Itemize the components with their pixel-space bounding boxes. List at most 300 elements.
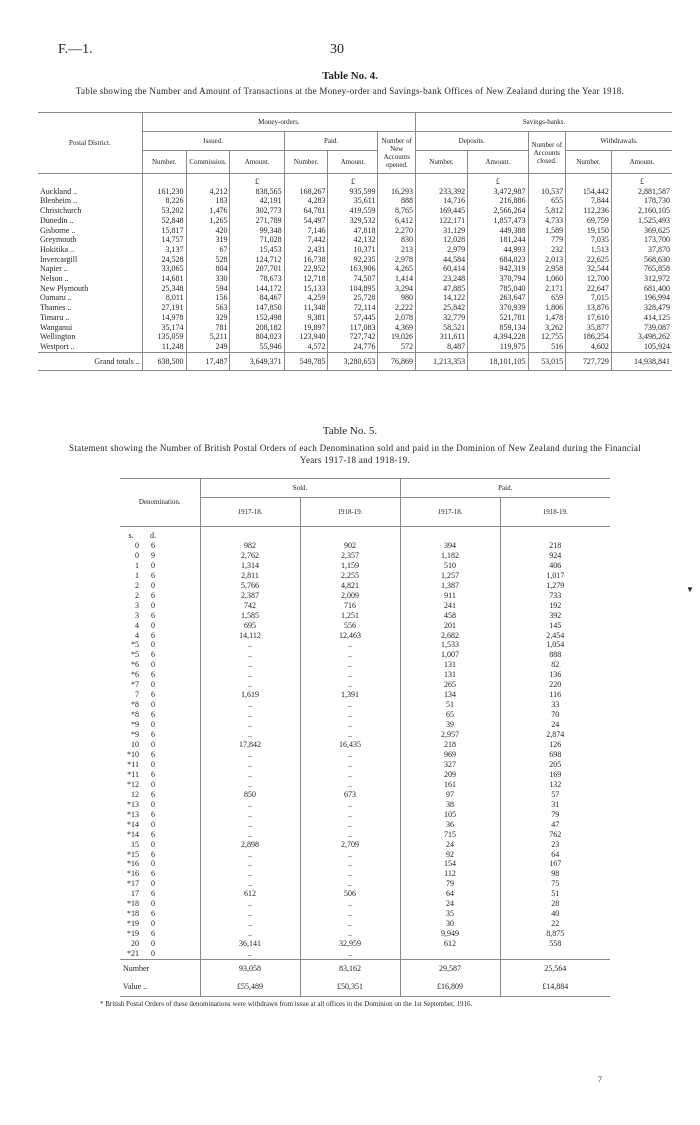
table-cell: 1,513 <box>566 245 612 255</box>
footnote: * British Postal Orders of these denominations were withdrawn from issue at all offices in the Dominion on the 1st September, 1916. <box>100 1000 473 1008</box>
table-cell: 119,975 <box>468 342 528 352</box>
table-cell: 161,230 <box>142 187 186 197</box>
table-cell: .. <box>300 879 400 889</box>
col-sold-1918: 1918-19. <box>300 498 400 527</box>
table-row <box>120 800 610 810</box>
col-withdrawals: Withdrawals. <box>566 132 672 151</box>
denomination-pence: 6 <box>151 849 155 859</box>
table-cell: 1,279 <box>500 581 610 591</box>
table-row <box>38 274 672 284</box>
denomination-shillings: *14 <box>127 819 139 829</box>
table-cell: 2,357 <box>300 551 400 561</box>
table-cell: 1,414 <box>378 274 416 284</box>
col-new-accounts: Number of New Accounts opened. <box>378 132 416 174</box>
table-cell: 44,993 <box>468 245 528 255</box>
table-row <box>120 750 610 760</box>
table-cell: .. <box>200 640 300 650</box>
table-cell: 53,202 <box>142 206 186 216</box>
table-row <box>38 235 672 245</box>
table5 <box>120 478 610 997</box>
table-cell: 65 <box>400 710 500 720</box>
table-cell: 5,812 <box>528 206 566 216</box>
denomination-pence: 6 <box>151 809 155 819</box>
table-cell: 220 <box>500 680 610 690</box>
total-cell: 727,729 <box>566 352 612 371</box>
denomination-pence: 0 <box>151 640 155 650</box>
denomination-pence: 6 <box>151 570 155 580</box>
table-cell: 655 <box>528 196 566 206</box>
table-cell: 2,874 <box>500 730 610 740</box>
table-cell: 9,949 <box>400 929 500 939</box>
district-name: Nelson .. <box>40 274 69 284</box>
col-commission: Commission. <box>186 151 230 174</box>
table-cell: 24 <box>500 720 610 730</box>
table-cell: 7,844 <box>566 196 612 206</box>
table-cell: .. <box>300 780 400 790</box>
table-cell: .. <box>200 859 300 869</box>
table-cell: 19,150 <box>566 226 612 236</box>
table-cell: 131 <box>400 660 500 670</box>
table-cell: 161 <box>400 780 500 790</box>
col-accounts-closed: Number of Accounts closed. <box>528 132 566 174</box>
table-cell: 33 <box>500 700 610 710</box>
table-row <box>120 601 610 611</box>
table-cell: 55,946 <box>230 342 284 352</box>
denomination-shillings: *11 <box>127 759 139 769</box>
table-cell: 765,858 <box>611 264 672 274</box>
table-cell: .. <box>300 810 400 820</box>
denomination-pence: 0 <box>151 759 155 769</box>
table-cell: 2,255 <box>300 571 400 581</box>
table-cell: 271,789 <box>230 216 284 226</box>
table-cell: 5,211 <box>186 332 230 342</box>
table-row <box>120 859 610 869</box>
table-cell: 328,479 <box>611 303 672 313</box>
district-name: New Plymouth <box>40 283 89 293</box>
table-row <box>120 621 610 631</box>
table-cell: .. <box>200 949 300 959</box>
district-name: Wanganui <box>40 322 73 332</box>
total-cell: £50,351 <box>300 978 400 996</box>
table-cell: 785,040 <box>468 284 528 294</box>
table-cell: 25,348 <box>142 284 186 294</box>
denomination-pence: 0 <box>151 560 155 570</box>
table-cell: .. <box>300 859 400 869</box>
table-cell: .. <box>200 879 300 889</box>
table-cell: 70 <box>500 710 610 720</box>
table-cell: 232 <box>528 245 566 255</box>
table-cell: 804,023 <box>230 332 284 342</box>
table-cell: 154,442 <box>566 187 612 197</box>
denomination-shillings: *6 <box>131 660 139 670</box>
table-cell: 935,599 <box>328 187 378 197</box>
table-cell: .. <box>300 800 400 810</box>
table-cell: 24 <box>400 840 500 850</box>
table-cell: 568,630 <box>611 255 672 265</box>
total-cell: 18,101,105 <box>468 352 528 371</box>
table-cell: .. <box>200 780 300 790</box>
denomination-shillings: 10 <box>131 740 139 750</box>
table-cell: 7,442 <box>284 235 328 245</box>
table-row <box>120 760 610 770</box>
table-cell: 2,013 <box>528 255 566 265</box>
table-cell: .. <box>200 850 300 860</box>
col-issued-amount: Amount. <box>230 151 284 174</box>
table-cell: 112,236 <box>566 206 612 216</box>
denomination-shillings: 20 <box>131 939 139 949</box>
denomination-shillings: *12 <box>127 779 139 789</box>
table-cell: 695 <box>200 621 300 631</box>
table-cell: 265 <box>400 680 500 690</box>
denomination-pence: 0 <box>151 660 155 670</box>
denomination-shillings: *14 <box>127 829 139 839</box>
table-cell: 5,766 <box>200 581 300 591</box>
table-cell: 4,265 <box>378 264 416 274</box>
table-cell: 394 <box>400 541 500 551</box>
table-cell: 105,924 <box>611 342 672 352</box>
col-paid-1917: 1917-18. <box>400 498 500 527</box>
table-cell: 558 <box>500 939 610 949</box>
table-cell: 216,886 <box>468 196 528 206</box>
denomination-shillings: 2 <box>135 580 139 590</box>
denomination-shillings: *19 <box>127 919 139 929</box>
table-cell: 779 <box>528 235 566 245</box>
table-cell: 169 <box>500 770 610 780</box>
total-cell: 76,869 <box>378 352 416 371</box>
denomination-shillings: *11 <box>127 769 139 779</box>
table-cell: 47,885 <box>415 284 467 294</box>
table-cell: 319 <box>186 235 230 245</box>
table-cell: 33,065 <box>142 264 186 274</box>
denomination-shillings: *8 <box>131 710 139 720</box>
table-cell: 572 <box>378 342 416 352</box>
denomination-pence: 0 <box>151 839 155 849</box>
table-cell: 12,755 <box>528 332 566 342</box>
table-cell: 2,898 <box>200 840 300 850</box>
denomination-pence: 6 <box>151 730 155 740</box>
table-row <box>120 640 610 650</box>
table-cell: 329,532 <box>328 216 378 226</box>
table-row <box>120 680 610 690</box>
table-cell: 733 <box>500 591 610 601</box>
denomination-pence: 6 <box>151 789 155 799</box>
table-cell: 563 <box>186 303 230 313</box>
table-cell: 35,611 <box>328 196 378 206</box>
table-row <box>120 561 610 571</box>
district-name: Greymouth <box>40 235 77 245</box>
table-cell: 406 <box>500 561 610 571</box>
table-cell: .. <box>200 660 300 670</box>
table-cell: .. <box>300 909 400 919</box>
table-row <box>38 206 672 216</box>
table-cell: 24,528 <box>142 255 186 265</box>
denomination-shillings: *19 <box>127 929 139 939</box>
col-sold: Sold. <box>200 479 400 498</box>
table-cell: 84,467 <box>230 293 284 303</box>
table-cell: .. <box>300 650 400 660</box>
table-cell: 2,171 <box>528 284 566 294</box>
table-cell: 14,978 <box>142 313 186 323</box>
table-cell: 124,712 <box>230 255 284 265</box>
table-cell: 126 <box>500 740 610 750</box>
table-cell: 1,060 <box>528 274 566 284</box>
table-cell: 1,251 <box>300 611 400 621</box>
table-cell: 30 <box>400 919 500 929</box>
table-row <box>38 293 672 303</box>
table-row <box>120 810 610 820</box>
table-row <box>120 909 610 919</box>
table-cell: 1,806 <box>528 303 566 313</box>
table-row <box>120 919 610 929</box>
table-cell: 92,235 <box>328 255 378 265</box>
table-row <box>120 631 610 641</box>
table-row <box>38 284 672 294</box>
table-cell: 54,497 <box>284 216 328 226</box>
table-cell: 1,585 <box>200 611 300 621</box>
denomination-shillings: *16 <box>127 869 139 879</box>
total-cell: 14,938,841 <box>611 352 672 371</box>
table-row <box>120 730 610 740</box>
table-cell: .. <box>300 929 400 939</box>
table-cell: 75 <box>500 879 610 889</box>
denomination-pence: 0 <box>151 580 155 590</box>
denomination-pence: 0 <box>151 680 155 690</box>
total-cell: 549,785 <box>284 352 328 371</box>
table-cell: 97 <box>400 790 500 800</box>
table-cell: .. <box>300 830 400 840</box>
table-row <box>38 264 672 274</box>
district-name: Napier .. <box>40 264 68 274</box>
table-cell: 7,015 <box>566 293 612 303</box>
denomination-pence: 0 <box>151 779 155 789</box>
table-cell: .. <box>200 830 300 840</box>
denomination-shillings: *9 <box>131 730 139 740</box>
table-cell: 173,700 <box>611 235 672 245</box>
table-cell: 14,716 <box>415 196 467 206</box>
table-cell: 16,293 <box>378 187 416 197</box>
col-paid-1918: 1918-19. <box>500 498 610 527</box>
table-cell: 38 <box>400 800 500 810</box>
denomination-shillings: 2 <box>135 590 139 600</box>
table-cell: 612 <box>200 889 300 899</box>
table-cell: 12,028 <box>415 235 467 245</box>
table-cell: .. <box>300 869 400 879</box>
denomination-pence: 0 <box>151 620 155 630</box>
table-cell: 13,876 <box>566 303 612 313</box>
table-cell: 122,171 <box>415 216 467 226</box>
table-cell: 218 <box>400 740 500 750</box>
denomination-shillings: *18 <box>127 899 139 909</box>
table-cell: 3,137 <box>142 245 186 255</box>
total-cell: 1,213,353 <box>415 352 467 371</box>
table-cell: 528 <box>186 255 230 265</box>
denomination-pence: 6 <box>151 590 155 600</box>
table-cell: 850 <box>200 790 300 800</box>
table-cell: 2,222 <box>378 303 416 313</box>
table-row <box>120 780 610 790</box>
table-cell: 144,172 <box>230 284 284 294</box>
table-cell: 1,589 <box>528 226 566 236</box>
denomination-shillings: *7 <box>131 680 139 690</box>
table-cell: 4,572 <box>284 342 328 352</box>
table-cell: 196,994 <box>611 293 672 303</box>
table-cell: 233,392 <box>415 187 467 197</box>
denomination-shillings: 15 <box>131 839 139 849</box>
table-cell: 11,248 <box>142 342 186 352</box>
denomination-shillings: *8 <box>131 700 139 710</box>
table-cell: 1,007 <box>400 650 500 660</box>
table-cell: 64 <box>400 889 500 899</box>
table-cell: .. <box>200 760 300 770</box>
table-cell: 8,765 <box>378 206 416 216</box>
table-row <box>120 949 610 959</box>
total-cell: 53,015 <box>528 352 566 371</box>
table-cell: 17,610 <box>566 313 612 323</box>
table-row <box>120 611 610 621</box>
table-cell: .. <box>300 820 400 830</box>
table-row <box>120 660 610 670</box>
table-cell: 1,857,473 <box>468 216 528 226</box>
table5-title: Table No. 5. <box>322 425 378 437</box>
number_row-label: Number <box>123 963 150 973</box>
table-cell: 370,794 <box>468 274 528 284</box>
table-cell: 145 <box>500 621 610 631</box>
table-cell: 419,559 <box>328 206 378 216</box>
table-cell: 69,759 <box>566 216 612 226</box>
denomination-pence: 0 <box>151 879 155 889</box>
col-deposit-amount: Amount. <box>468 151 528 174</box>
table-row <box>38 226 672 236</box>
total-cell: 17,487 <box>186 352 230 371</box>
table-cell: .. <box>300 730 400 740</box>
table-cell: 78,673 <box>230 274 284 284</box>
table-cell: 2,454 <box>500 631 610 641</box>
col-denomination: Denomination. <box>138 498 181 506</box>
total-cell: 3,649,371 <box>230 352 284 371</box>
table-cell: 4,602 <box>566 342 612 352</box>
value_row-label: Value .. <box>123 981 148 991</box>
shillings-header: s. <box>128 531 134 540</box>
grand-totals-row <box>38 352 672 371</box>
table-cell: 36 <box>400 820 500 830</box>
table-cell: 4,733 <box>528 216 566 226</box>
denomination-shillings: *13 <box>127 809 139 819</box>
table-row <box>120 690 610 700</box>
district-name: Westport .. <box>40 341 75 351</box>
denomination-shillings: 3 <box>135 600 139 610</box>
table-cell: 99,348 <box>230 226 284 236</box>
denomination-pence: 6 <box>151 749 155 759</box>
table-cell: 14,122 <box>415 293 467 303</box>
denomination-shillings: 1 <box>135 560 139 570</box>
margin-mark: 7 <box>598 1075 602 1084</box>
table-cell: 2,762 <box>200 551 300 561</box>
table-cell: 4,821 <box>300 581 400 591</box>
col-issued: Issued. <box>142 132 284 151</box>
denomination-shillings: 4 <box>135 630 139 640</box>
total-cell: 93,058 <box>200 959 300 977</box>
table-cell: 117,083 <box>328 323 378 333</box>
denomination-pence: 0 <box>151 600 155 610</box>
table-cell: 739,087 <box>611 323 672 333</box>
col-withdrawal-amount: Amount. <box>611 151 672 174</box>
table-cell: 1,391 <box>300 690 400 700</box>
denomination-pence: 0 <box>151 720 155 730</box>
table-row <box>120 571 610 581</box>
denomination-pence: 0 <box>151 700 155 710</box>
table-cell: 22 <box>500 919 610 929</box>
table-cell: 14,681 <box>142 274 186 284</box>
table-cell: 902 <box>300 541 400 551</box>
total-cell: 25,564 <box>500 959 610 977</box>
table-cell: 414,125 <box>611 313 672 323</box>
table-cell: 7,146 <box>284 226 328 236</box>
denomination-shillings: 3 <box>135 610 139 620</box>
table-cell: 3,498,262 <box>611 332 672 342</box>
district-name: Oamaru .. <box>40 293 72 303</box>
table-cell: 716 <box>300 601 400 611</box>
denomination-pence: 6 <box>151 769 155 779</box>
table-cell: 2,009 <box>300 591 400 601</box>
table-cell: 329 <box>186 313 230 323</box>
table-cell: .. <box>200 929 300 939</box>
table-cell: .. <box>300 750 400 760</box>
table-cell: 249 <box>186 342 230 352</box>
table-cell: 64,781 <box>284 206 328 216</box>
table-cell: 12,700 <box>566 274 612 284</box>
district-name: Invercargill <box>40 254 78 264</box>
table-cell: 369,625 <box>611 226 672 236</box>
table-row <box>120 670 610 680</box>
table-cell: 9,381 <box>284 313 328 323</box>
table-cell: 2,431 <box>284 245 328 255</box>
denomination-pence: 6 <box>151 869 155 879</box>
total-cell: 3,280,653 <box>328 352 378 371</box>
table-cell: 2,979 <box>415 245 467 255</box>
table-cell: 12,718 <box>284 274 328 284</box>
table-cell: 147,850 <box>230 303 284 313</box>
table-cell: .. <box>200 820 300 830</box>
table-cell: 31,129 <box>415 226 467 236</box>
table-row <box>120 710 610 720</box>
table-cell: 35,174 <box>142 323 186 333</box>
table-cell: 8,487 <box>415 342 467 352</box>
table-cell: 35 <box>400 909 500 919</box>
table-cell: 92 <box>400 850 500 860</box>
table-cell: 1,476 <box>186 206 230 216</box>
table-cell: 1,054 <box>500 640 610 650</box>
table-cell: 163,906 <box>328 264 378 274</box>
table-row <box>38 323 672 333</box>
denomination-shillings: *9 <box>131 720 139 730</box>
table-row <box>120 899 610 909</box>
table-cell: 263,647 <box>468 293 528 303</box>
table-cell: 1,533 <box>400 640 500 650</box>
table-cell: 22,647 <box>566 284 612 294</box>
table-row <box>38 216 672 226</box>
table-cell: 659 <box>528 293 566 303</box>
table-cell: 208,182 <box>230 323 284 333</box>
table-cell: 25,842 <box>415 303 467 313</box>
table-cell: 8,011 <box>142 293 186 303</box>
table-row <box>38 187 672 197</box>
table-cell: 60,414 <box>415 264 467 274</box>
table-cell: .. <box>200 680 300 690</box>
denomination-pence: 0 <box>151 899 155 909</box>
denomination-shillings: 7 <box>135 690 139 700</box>
table-cell: 2,881,587 <box>611 187 672 197</box>
denomination-pence: 0 <box>151 740 155 750</box>
